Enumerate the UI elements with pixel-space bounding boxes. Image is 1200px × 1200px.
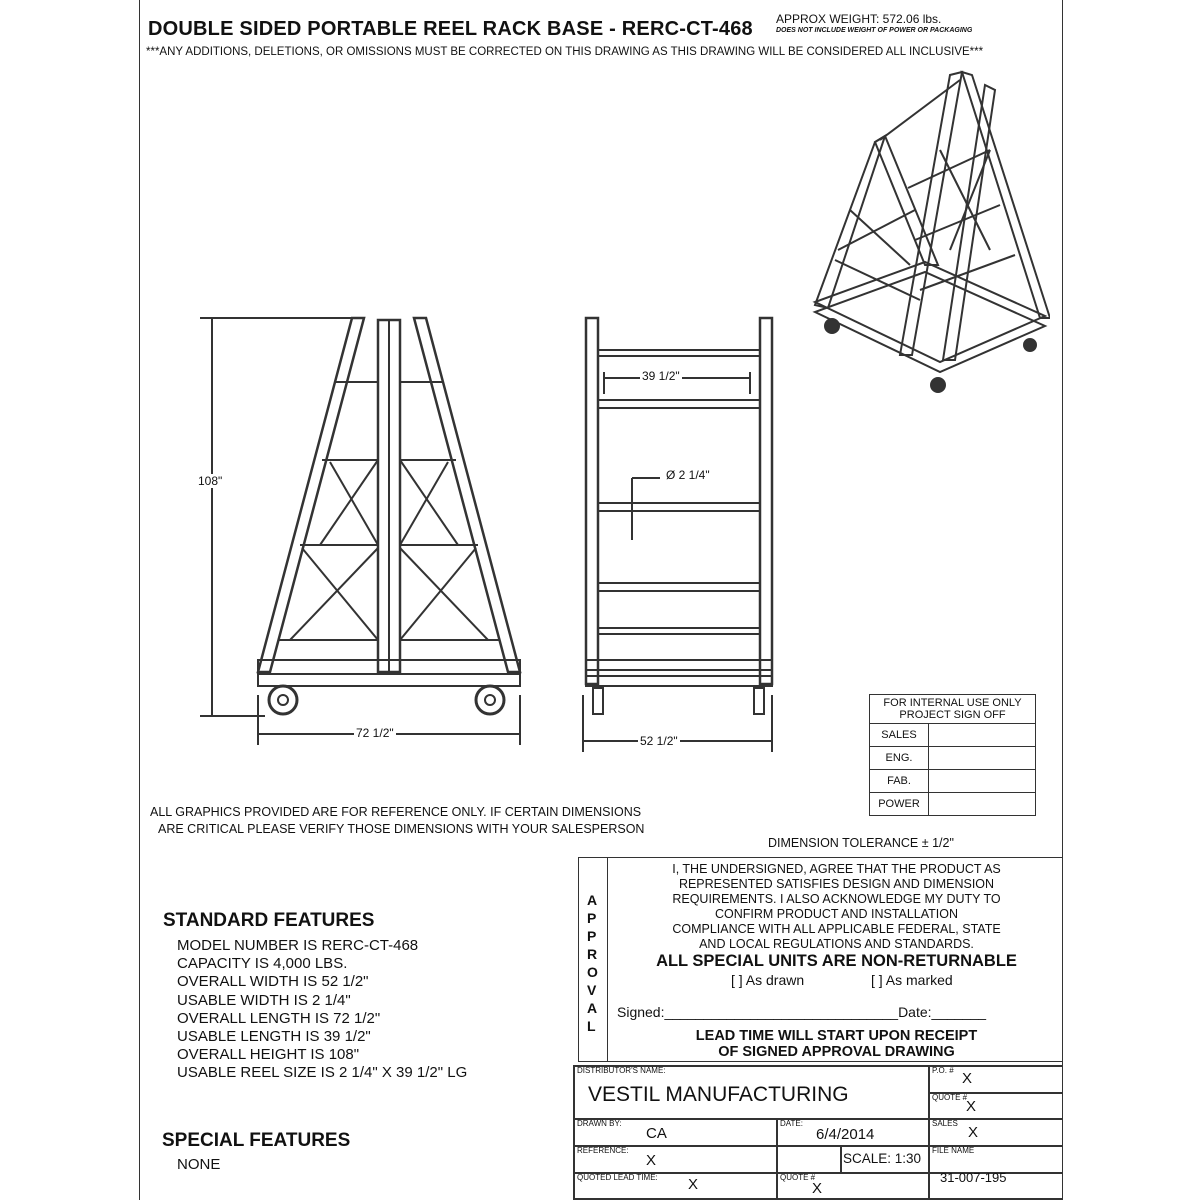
approval-line: REQUIREMENTS. I ALSO ACKNOWLEDGE MY DUTY TO [672, 892, 1001, 906]
signoff-header-1: FOR INTERNAL USE ONLY [883, 697, 1022, 709]
quoted-lead-time-label: QUOTED LEAD TIME: [577, 1173, 658, 1182]
feature-item: OVERALL WIDTH IS 52 1/2" [177, 973, 369, 991]
approval-letter: A [587, 892, 598, 908]
signoff-fab-cell[interactable] [929, 770, 1036, 793]
approval-statement [609, 862, 1064, 952]
signoff-row-label: POWER [870, 793, 929, 816]
po-label: P.O. # [932, 1066, 954, 1075]
approval-letter: P [587, 928, 597, 944]
usable-length-dimension: 39 1/2" [642, 369, 680, 383]
signature-line[interactable]: Signed:______________________________Date:_______ [617, 1004, 987, 1020]
approval-letter: A [587, 1000, 598, 1016]
approval-line: REPRESENTED SATISFIES DESIGN AND DIMENSION [678, 877, 995, 891]
isometric-view-drawing [810, 70, 1050, 395]
approx-weight: APPROX WEIGHT: 572.06 lbs. [776, 12, 942, 26]
feature-item: OVERALL HEIGHT IS 108" [177, 1046, 360, 1064]
scale-value: SCALE: 1:30 [843, 1151, 922, 1166]
distributor-label: DISTRIBUTOR'S NAME: [577, 1066, 666, 1075]
side-elevation-drawing [190, 305, 540, 750]
reference-note-line: ALL GRAPHICS PROVIDED ARE FOR REFERENCE ONLY. IF CERTAIN DIMENSIONS [150, 805, 642, 819]
approval-line: AND LOCAL REGULATIONS AND STANDARDS. [699, 937, 974, 951]
as-marked-checkbox[interactable]: [ ] As marked [871, 972, 953, 988]
distributor-name: VESTIL MANUFACTURING [588, 1083, 849, 1106]
file-name-value: 31-007-195 [940, 1170, 1007, 1185]
length-dimension: 72 1/2" [356, 726, 394, 740]
diameter-dimension: Ø 2 1/4" [666, 468, 710, 482]
special-features-value: NONE [177, 1156, 221, 1173]
non-returnable-notice: ALL SPECIAL UNITS ARE NON-RETURNABLE [656, 952, 1017, 970]
quote2-label: QUOTE # [780, 1173, 816, 1182]
approval-box [578, 857, 1063, 1062]
drawn-by-value: CA [646, 1125, 667, 1142]
width-dimension: 52 1/2" [640, 734, 678, 748]
lead-time-notice [609, 1028, 1064, 1060]
lead-time-line: OF SIGNED APPROVAL DRAWING [718, 1044, 955, 1060]
sales-label: SALES [932, 1119, 958, 1128]
quote-value[interactable]: X [966, 1098, 977, 1115]
po-value[interactable]: X [962, 1070, 973, 1087]
signoff-header-2: PROJECT SIGN OFF [899, 709, 1006, 721]
approval-line: I, THE UNDERSIGNED, AGREE THAT THE PRODUCT AS [672, 862, 1001, 876]
special-features-heading: SPECIAL FEATURES [162, 1130, 351, 1151]
drawing-title: DOUBLE SIDED PORTABLE REEL RACK BASE - RERC-CT-468 [148, 18, 753, 40]
date-label: DATE: [780, 1119, 803, 1128]
lead-time-line: LEAD TIME WILL START UPON RECEIPT [695, 1028, 978, 1044]
drawn-by-label: DRAWN BY: [577, 1119, 622, 1128]
approval-letter: V [587, 982, 597, 998]
project-signoff-table [869, 694, 1036, 816]
approval-line: COMPLIANCE WITH ALL APPLICABLE FEDERAL, STATE [672, 922, 1001, 936]
approval-sidebar [579, 858, 608, 1061]
feature-item: USABLE WIDTH IS 2 1/4" [177, 991, 351, 1009]
signoff-row-label: SALES [870, 724, 929, 747]
feature-item: CAPACITY IS 4,000 LBS. [177, 955, 348, 973]
reference-note [150, 804, 644, 838]
weight-note: DOES NOT INCLUDE WEIGHT OF POWER OR PACKAGING [776, 27, 973, 34]
signoff-sales-cell[interactable] [929, 724, 1036, 747]
approval-letter: R [587, 946, 598, 962]
inclusive-warning: ***ANY ADDITIONS, DELETIONS, OR OMISSIONS MUST BE CORRECTED ON THIS DRAWING AS THIS DRAWING WILL BE CONSIDERED ALL INCLUSIVE*** [146, 46, 984, 58]
signoff-row-label: FAB. [870, 770, 929, 793]
feature-item: USABLE REEL SIZE IS 2 1/4" X 39 1/2" LG [177, 1064, 468, 1082]
sales-value[interactable]: X [968, 1124, 979, 1141]
feature-item: MODEL NUMBER IS RERC-CT-468 [177, 937, 419, 954]
signoff-eng-cell[interactable] [929, 747, 1036, 770]
approval-letter: P [587, 910, 597, 926]
dimension-tolerance: DIMENSION TOLERANCE ± 1/2" [768, 836, 954, 850]
quoted-lead-time-value[interactable]: X [688, 1176, 699, 1193]
date-value: 6/4/2014 [816, 1126, 875, 1143]
signoff-power-cell[interactable] [929, 793, 1036, 816]
quote-label: QUOTE # [932, 1093, 968, 1102]
signoff-row-label: ENG. [870, 747, 929, 770]
approval-line: CONFIRM PRODUCT AND INSTALLATION [714, 907, 959, 921]
height-dimension: 108" [198, 474, 223, 488]
standard-features-heading: STANDARD FEATURES [163, 910, 375, 931]
feature-item: USABLE LENGTH IS 39 1/2" [177, 1028, 371, 1046]
quote2-value[interactable]: X [812, 1180, 823, 1197]
reference-value[interactable]: X [646, 1152, 657, 1169]
as-drawn-checkbox[interactable]: [ ] As drawn [731, 972, 805, 988]
file-name-label: FILE NAME [932, 1146, 975, 1155]
standard-features-list [177, 937, 467, 1083]
reference-note-line: ARE CRITICAL PLEASE VERIFY THOSE DIMENSIONS WITH YOUR SALESPERSON [158, 822, 645, 836]
approval-letter: O [587, 964, 598, 980]
reference-label: REFERENCE: [577, 1146, 629, 1155]
approval-letter: L [587, 1018, 596, 1034]
feature-item: OVERALL LENGTH IS 72 1/2" [177, 1009, 381, 1027]
